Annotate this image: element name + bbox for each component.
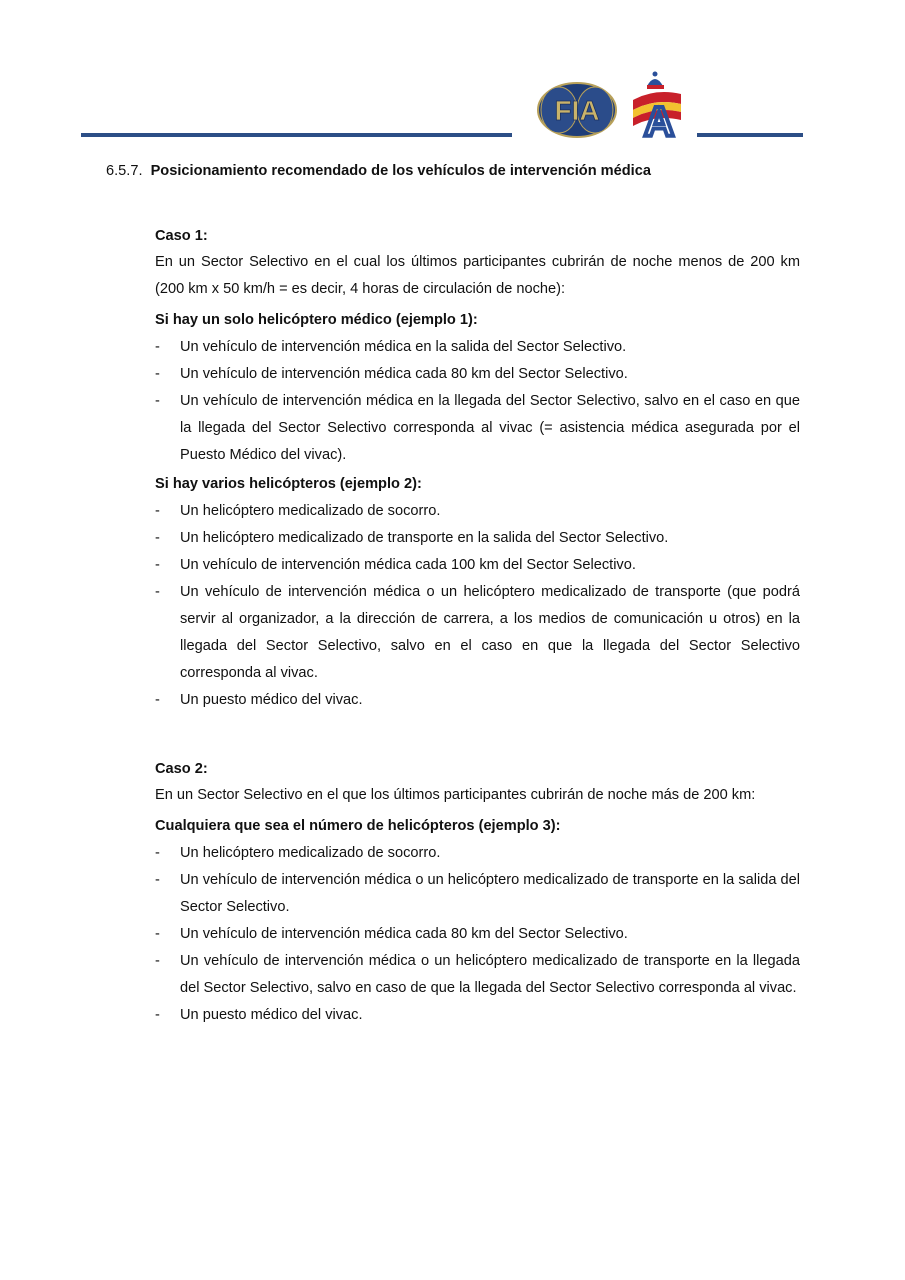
document-body bbox=[155, 223, 800, 1031]
crown-icon bbox=[647, 72, 664, 90]
case1-group2-title: Si hay varios helicópteros (ejemplo 2): bbox=[155, 476, 422, 492]
rfeda-logo-text: A bbox=[643, 98, 675, 138]
section-number: 6.5.7. bbox=[106, 163, 143, 179]
case2-intro-rest: km: bbox=[731, 787, 756, 803]
fia-logo bbox=[537, 82, 617, 138]
list-item: - Un helicóptero medicalizado de transporte en la salida del Sector Selectivo. bbox=[155, 525, 800, 552]
list-item: - Un vehículo de intervención médica cada 100 km del Sector Selectivo. bbox=[155, 552, 800, 579]
case1-group1-title: Si hay un solo helicóptero médico (ejemplo 1): bbox=[155, 312, 478, 328]
fia-logo-text: FIA bbox=[554, 95, 600, 126]
case2-group-title: Cualquiera que sea el número de helicópteros (ejemplo 3): bbox=[155, 818, 561, 834]
header-rule-right bbox=[697, 133, 803, 137]
header-rule-left bbox=[81, 133, 512, 137]
list-item: - Un puesto médico del vivac. bbox=[155, 687, 800, 714]
case2-intro-first: En un Sector Selectivo en el que los últimos participantes cubrirán de noche más de 200 bbox=[155, 787, 728, 803]
case1-group1-list bbox=[155, 334, 800, 469]
page-header bbox=[0, 0, 905, 145]
case2-group-list bbox=[155, 840, 800, 1029]
list-item: - Un vehículo de intervención médica o un helicóptero medicalizado de transporte en la llegada del Sector Selectivo, salvo en caso de que la llegada del Sector Selectivo corresponda al vivac. bbox=[155, 948, 800, 1002]
list-item: - Un vehículo de intervención médica en la llegada del Sector Selectivo, salvo en el caso en que la llegada del Sector Selectivo corresponda al vivac (= asistencia médica asegurada por el Puesto Médico del vivac). bbox=[155, 388, 800, 469]
list-item: - Un vehículo de intervención médica cada 80 km del Sector Selectivo. bbox=[155, 921, 800, 948]
list-item: - Un vehículo de intervención médica en la salida del Sector Selectivo. bbox=[155, 334, 800, 361]
section-heading bbox=[106, 163, 651, 179]
list-item: - Un vehículo de intervención médica o un helicóptero medicalizado de transporte (que podrá servir al organizador, a la dirección de carrera, a los medios de comunicación u otros) en la llegada del Sector Selectivo, salvo en el caso en que la llegada del Sector Selectivo corresponda al vivac. bbox=[155, 579, 800, 687]
rfeda-logo bbox=[625, 70, 689, 138]
list-item: - Un vehículo de intervención médica o un helicóptero medicalizado de transporte en la salida del Sector Selectivo. bbox=[155, 867, 800, 921]
case2-intro bbox=[139, 782, 800, 809]
case2-title: Caso 2: bbox=[155, 761, 208, 777]
case-spacer bbox=[155, 716, 800, 756]
list-item: - Un helicóptero medicalizado de socorro. bbox=[155, 498, 800, 525]
list-item: - Un vehículo de intervención médica cada 80 km del Sector Selectivo. bbox=[155, 361, 800, 388]
case1-intro: En un Sector Selectivo en el cual los últimos participantes cubrirán de noche menos de 200 km (200 km x 50 km/h = es decir, 4 horas de circulación de noche): bbox=[155, 254, 800, 297]
section-title: Posicionamiento recomendado de los vehículos de intervención médica bbox=[150, 163, 651, 179]
case1-group2-list bbox=[155, 498, 800, 714]
list-item: - Un helicóptero medicalizado de socorro. bbox=[155, 840, 800, 867]
case1-title: Caso 1: bbox=[155, 228, 208, 244]
list-item: - Un puesto médico del vivac. bbox=[155, 1002, 800, 1029]
